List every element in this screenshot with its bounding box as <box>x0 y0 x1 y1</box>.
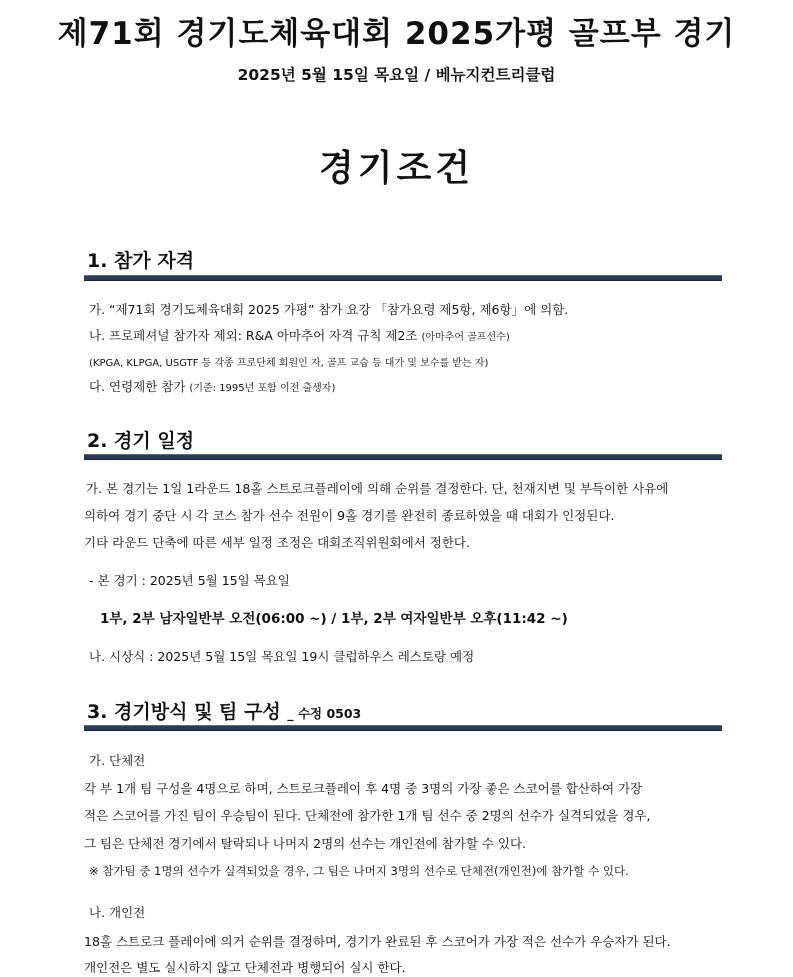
section-2-para-1: 가. 본 경기는 1일 1라운드 18홀 스트로크플레이에 의해 순위를 결정한다. 단, 천재지변 및 부득이한 사유에 <box>86 481 669 496</box>
section-1-item-na-detail: (KPGA, KLPGA, USGTF 등 각종 프로단체 회원인 자, 골프 교습 등 대가 및 보수를 받는 자) <box>89 358 489 369</box>
section-3-individual-label: 나. 개인전 <box>89 905 146 920</box>
section-1-divider <box>84 275 722 281</box>
section-3-team-para-1: 각 부 1개 팀 구성을 4명으로 하며, 스트로크플레이 후 4명 중 3명의 가장 좋은 스코어를 합산하여 가장 <box>84 781 643 796</box>
section-2-divider <box>84 454 722 460</box>
section-3-team-para-3: 그 팀은 단체전 경기에서 탈락되나 나머지 2명의 선수는 개인전에 참가할 수 있다. <box>84 836 527 851</box>
section-3-individual-para-1: 18홀 스트로크 플레이에 의거 순위를 결정하며, 경기가 완료된 후 스코어가 가장 적은 선수가 우승자가 된다. <box>84 934 671 949</box>
section-1-item-na <box>89 326 510 344</box>
section-3-team-para-2: 적은 스코어를 가진 팀이 우승팀이 된다. 단체전에 참가한 1개 팀 선수 중 2명의 선수가 실격되었을 경우, <box>84 808 651 823</box>
section-1-title: 1. 참가 자격 <box>87 250 195 272</box>
section-3-team-note: ※ 참가팀 중 1명의 선수가 실격되었을 경우, 그 팀은 나머지 3명의 선수로 단체전(개인전)에 참가할 수 있다. <box>89 864 629 878</box>
section-1-item-na-note: (아마추어 골프선수) <box>421 332 510 343</box>
section-1-item-da-note: (기준: 1995년 포함 이전 출생자) <box>189 383 336 394</box>
section-3-team-label: 가. 단체전 <box>89 753 146 768</box>
document-title: 제71회 경기도체육대회 2025가평 골프부 경기 <box>57 16 736 52</box>
section-3-revision-note: _ 수정 0503 <box>287 706 362 721</box>
event-date-venue: 2025년 5월 15일 목요일 / 베뉴지컨트리클럽 <box>237 66 556 84</box>
section-2-title: 2. 경기 일정 <box>87 430 195 452</box>
section-1-item-da <box>89 377 335 395</box>
section-2-ceremony: 나. 시상식 : 2025년 5월 15일 목요일 19시 클럽하우스 레스토랑 예정 <box>89 649 475 664</box>
section-3-title-text: 3. 경기방식 및 팀 구성 <box>87 701 281 723</box>
section-3-title <box>87 697 361 724</box>
section-2-schedule: 1부, 2부 남자일반부 오전(06:00 ~) / 1부, 2부 여자일반부 오후(11:42 ~) <box>100 611 568 627</box>
section-2-para-3: 기타 라운드 단축에 따른 세부 일정 조정은 대회조직위원회에서 정한다. <box>84 535 470 550</box>
page-heading: 경기조건 <box>318 148 475 189</box>
section-3-individual-para-2: 개인전은 별도 실시하지 않고 단체전과 병행되어 실시 한다. <box>84 960 406 975</box>
section-2-para-2: 의하여 경기 중단 시 각 코스 참가 선수 전원이 9홀 경기를 완전히 종료하였을 때 대회가 인정된다. <box>84 508 615 523</box>
section-1-item-da-text: 다. 연령제한 참가 <box>89 379 190 394</box>
section-1-item-ga: 가. “제71회 경기도체육대회 2025 가평” 참가 요강 「참가요령 제5항, 제6항」에 의함. <box>89 302 569 317</box>
section-3-divider <box>84 725 722 731</box>
section-1-item-na-text: 나. 프로페셔널 참가자 제외: R&A 아마추어 자격 규칙 제2조 <box>89 328 422 343</box>
section-2-main-game: - 본 경기 : 2025년 5월 15일 목요일 <box>89 573 290 588</box>
